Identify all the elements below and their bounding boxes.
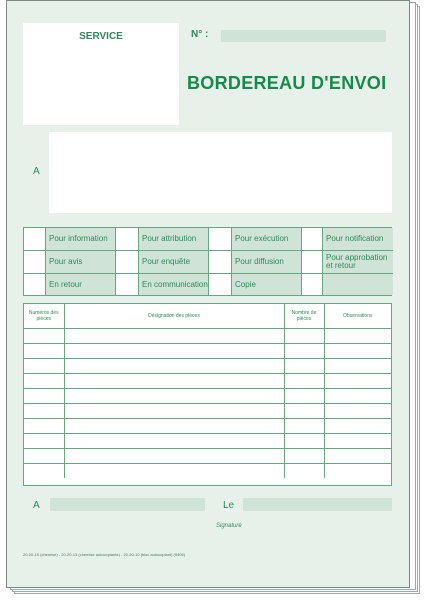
table-row bbox=[24, 358, 391, 373]
table-cell[interactable] bbox=[64, 373, 284, 388]
table-cell[interactable] bbox=[64, 358, 284, 373]
table-cell[interactable] bbox=[284, 433, 324, 448]
table-row bbox=[24, 418, 391, 433]
table-row bbox=[24, 328, 391, 343]
column-header: Nombre de pièces bbox=[284, 304, 324, 328]
table-cell[interactable] bbox=[24, 328, 64, 343]
table-row bbox=[24, 403, 391, 418]
column-header: Observations bbox=[324, 304, 391, 328]
form-title: BORDEREAU D'ENVOI bbox=[187, 73, 387, 93]
number-field[interactable] bbox=[221, 30, 386, 42]
table-cell[interactable] bbox=[24, 433, 64, 448]
service-box[interactable] bbox=[23, 23, 179, 125]
table-cell[interactable] bbox=[324, 388, 391, 403]
table-row bbox=[24, 388, 391, 403]
table-cell[interactable] bbox=[64, 433, 284, 448]
checkbox[interactable] bbox=[24, 274, 46, 295]
table-cell[interactable] bbox=[284, 388, 324, 403]
form-sheet bbox=[6, 0, 410, 588]
table-cell[interactable] bbox=[284, 343, 324, 358]
table-cell[interactable] bbox=[24, 388, 64, 403]
table-cell[interactable] bbox=[64, 463, 284, 478]
table-cell[interactable] bbox=[324, 343, 391, 358]
number-label: N° : bbox=[191, 29, 209, 40]
option-label: En communication bbox=[139, 274, 209, 295]
table-cell[interactable] bbox=[324, 328, 391, 343]
table-cell[interactable] bbox=[284, 403, 324, 418]
option-label: Pour diffusion bbox=[232, 251, 302, 274]
table-cell[interactable] bbox=[24, 343, 64, 358]
table-cell[interactable] bbox=[324, 373, 391, 388]
table-cell[interactable] bbox=[64, 328, 284, 343]
recipient-field[interactable] bbox=[49, 132, 392, 213]
table-cell[interactable] bbox=[284, 358, 324, 373]
option-label: Pour attribution bbox=[139, 228, 209, 251]
purpose-options-grid bbox=[23, 227, 392, 296]
option-label bbox=[323, 274, 393, 295]
table-cell[interactable] bbox=[324, 433, 391, 448]
option-label: Pour avis bbox=[46, 251, 116, 274]
table-row bbox=[24, 373, 391, 388]
table-cell[interactable] bbox=[64, 403, 284, 418]
checkbox[interactable] bbox=[302, 228, 323, 251]
table-cell[interactable] bbox=[64, 448, 284, 463]
table-cell[interactable] bbox=[284, 328, 324, 343]
table-cell[interactable] bbox=[284, 373, 324, 388]
service-label: SERVICE bbox=[79, 31, 123, 42]
bottom-a-field[interactable] bbox=[50, 498, 205, 511]
checkbox[interactable] bbox=[209, 274, 232, 295]
checkbox[interactable] bbox=[209, 228, 232, 251]
option-label: Pour approbation et retour bbox=[323, 251, 393, 274]
checkbox[interactable] bbox=[209, 251, 232, 274]
signature-label: Signature bbox=[216, 523, 242, 529]
table-cell[interactable] bbox=[24, 358, 64, 373]
table-cell[interactable] bbox=[324, 463, 391, 478]
option-label: Pour notification bbox=[323, 228, 393, 251]
table-row bbox=[24, 448, 391, 463]
checkbox[interactable] bbox=[302, 274, 323, 295]
table-row bbox=[24, 343, 391, 358]
table-cell[interactable] bbox=[324, 448, 391, 463]
option-label: En retour bbox=[46, 274, 116, 295]
checkbox[interactable] bbox=[24, 251, 46, 274]
date-label: Le bbox=[223, 500, 235, 511]
option-label: Pour exécution bbox=[232, 228, 302, 251]
table-cell[interactable] bbox=[24, 448, 64, 463]
table-row bbox=[24, 433, 391, 448]
footer-reference: 20-20-15 (chemise) - 20-20-13 (chemise autocopiante) - 20-20-10 (bloc autocopiant) (9406) bbox=[23, 552, 186, 557]
checkbox[interactable] bbox=[302, 251, 323, 274]
table-cell[interactable] bbox=[24, 373, 64, 388]
date-field[interactable] bbox=[243, 498, 392, 511]
table-cell[interactable] bbox=[64, 343, 284, 358]
pieces-table bbox=[23, 303, 392, 486]
table-cell[interactable] bbox=[24, 403, 64, 418]
table-row bbox=[24, 463, 391, 478]
table-cell[interactable] bbox=[284, 448, 324, 463]
table-cell[interactable] bbox=[284, 463, 324, 478]
option-label: Pour information bbox=[46, 228, 116, 251]
checkbox[interactable] bbox=[116, 251, 139, 274]
table-cell[interactable] bbox=[24, 463, 64, 478]
checkbox[interactable] bbox=[116, 274, 139, 295]
column-header: Numéros des pièces bbox=[24, 304, 64, 328]
table-cell[interactable] bbox=[24, 418, 64, 433]
table-cell[interactable] bbox=[324, 358, 391, 373]
recipient-label: A bbox=[33, 166, 40, 177]
column-header: Désignation des pièces bbox=[64, 304, 284, 328]
option-label: Copie bbox=[232, 274, 302, 295]
bottom-a-label: A bbox=[33, 500, 40, 511]
table-cell[interactable] bbox=[284, 418, 324, 433]
checkbox[interactable] bbox=[24, 228, 46, 251]
checkbox[interactable] bbox=[116, 228, 139, 251]
option-label: Pour enquête bbox=[139, 251, 209, 274]
table-cell[interactable] bbox=[64, 388, 284, 403]
table-cell[interactable] bbox=[324, 403, 391, 418]
table-cell[interactable] bbox=[324, 418, 391, 433]
table-cell[interactable] bbox=[64, 418, 284, 433]
